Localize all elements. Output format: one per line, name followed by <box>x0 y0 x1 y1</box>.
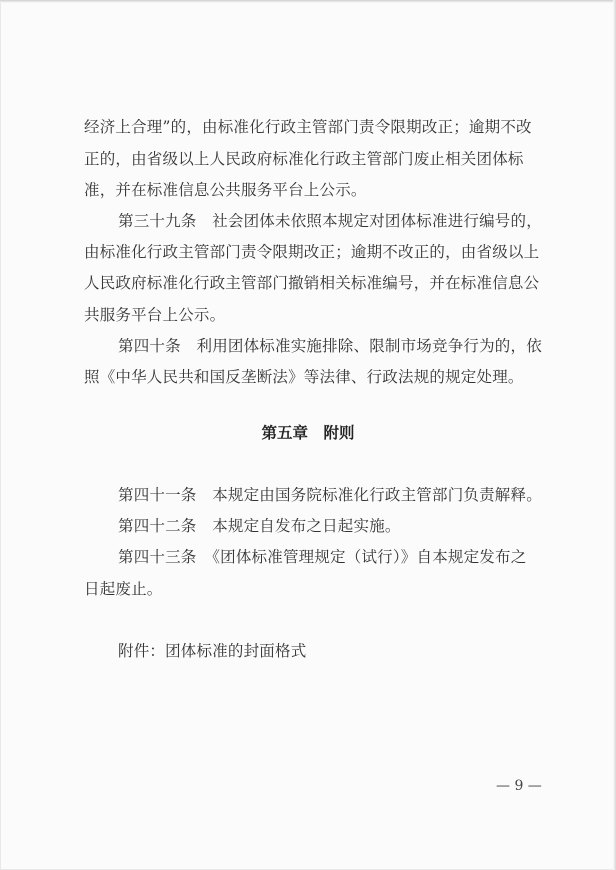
page-number: — 9 — <box>496 778 542 794</box>
text-line: 共服务平台上公示。 <box>84 306 226 324</box>
text-line: 人民政府标准化行政主管部门撤销相关标准编号，并在标准信息公 <box>84 274 540 292</box>
chapter-heading: 第五章 附则 <box>261 424 355 442</box>
text-line: 经济上合理”的，由标准化行政主管部门责令限期改正；逾期不改 <box>84 118 532 136</box>
text-line: 正的，由省级以上人民政府标准化行政主管部门废止相关团体标 <box>84 150 524 168</box>
text-line: 照《中华人民共和国反垄断法》等法律、行政法规的规定处理。 <box>84 368 524 386</box>
article-40-line: 第四十条 利用团体标准实施排除、限制市场竞争行为的，依 <box>118 337 542 355</box>
article-43-line: 第四十三条 《团体标准管理规定（试行）》自本规定发布之 <box>118 548 527 566</box>
article-39-line: 第三十九条 社会团体未依照本规定对团体标准进行编号的， <box>118 212 542 230</box>
page-edge-top <box>0 0 616 3</box>
article-41-line: 第四十一条 本规定由国务院标准化行政主管部门负责解释。 <box>118 486 542 504</box>
text-line: 准，并在标准信息公共服务平台上公示。 <box>84 181 367 199</box>
text-line: 由标准化行政主管部门责令限期改正；逾期不改正的，由省级以上 <box>84 243 540 261</box>
article-42-line: 第四十二条 本规定自发布之日起实施。 <box>118 517 401 535</box>
text-line: 日起废止。 <box>84 580 163 598</box>
attachment-note: 附件：团体标准的封面格式 <box>118 642 307 660</box>
